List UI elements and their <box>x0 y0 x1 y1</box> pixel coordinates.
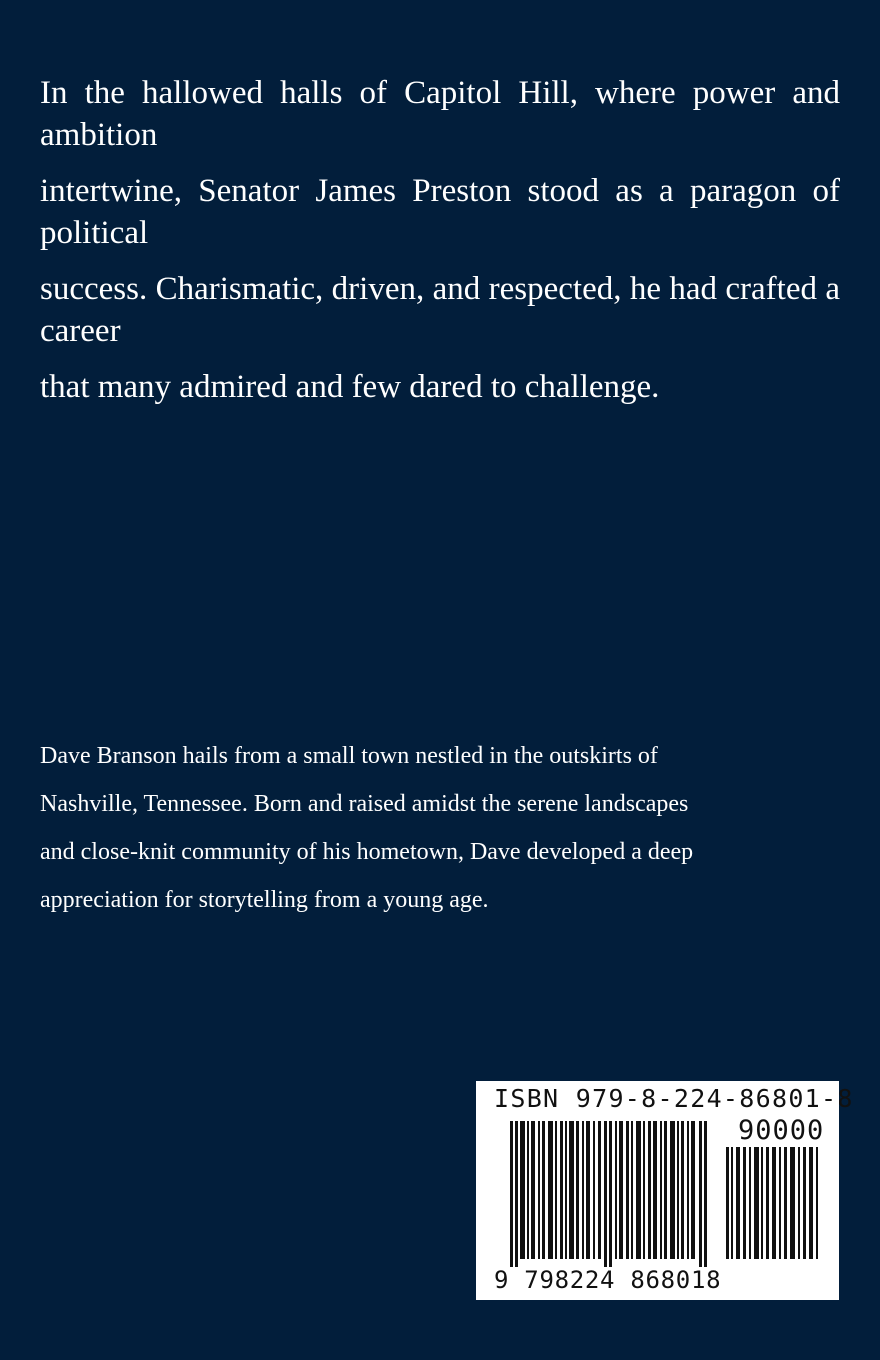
price-barcode-bars-icon <box>726 1147 822 1259</box>
blurb-paragraph: In the hallowed halls of Capitol Hill, where power and ambition <box>40 75 840 153</box>
isbn-barcode <box>476 1081 854 1300</box>
barcode-bars-icon <box>510 1121 710 1267</box>
barcode-digits: 9 798224 868018 <box>494 1266 722 1294</box>
author-bio: Dave Branson hails from a small town nestled in the outskirts of Nashville, Tennessee. Born and raised amidst the serene landscapes and close-knit community of his hometown, Dave developed a deep appreciation for storytelling from a young age. <box>40 743 694 913</box>
price-code: 90000 <box>738 1115 825 1146</box>
blurb-paragraph: success. Charismatic, driven, and respected, he had crafted a career <box>40 271 840 349</box>
blurb-paragraph: intertwine, Senator James Preston stood as a paragon of political <box>40 173 840 251</box>
back-cover-blurb <box>40 72 840 422</box>
blurb-paragraph: that many admired and few dared to challenge. <box>40 369 660 405</box>
isbn-label: ISBN 979-8-224-86801-8 <box>494 1084 854 1113</box>
